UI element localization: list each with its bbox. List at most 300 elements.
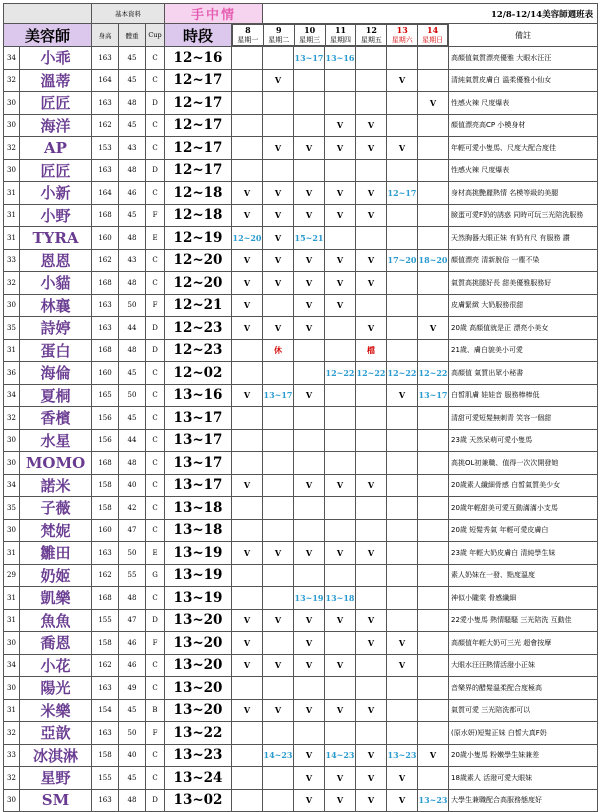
name-cell: AP bbox=[20, 137, 92, 160]
day-cell: V bbox=[387, 137, 418, 160]
day-cell bbox=[232, 429, 263, 452]
remarks-cell: 23歲 天然呆萌可愛小隻馬 bbox=[449, 429, 598, 452]
remarks-cell: 大學生兼職配合高服務態度好 bbox=[449, 789, 598, 812]
day-cell: V bbox=[294, 272, 325, 295]
table-row bbox=[4, 407, 598, 430]
day-cell bbox=[294, 497, 325, 520]
time-slot-cell: 12~20 bbox=[165, 272, 232, 295]
day-cell: V bbox=[232, 272, 263, 295]
day-cell bbox=[418, 339, 449, 362]
weight-cell: 55 bbox=[119, 564, 146, 587]
weight-cell: 46 bbox=[119, 654, 146, 677]
name-cell: 子薇 bbox=[20, 497, 92, 520]
day-cell bbox=[418, 609, 449, 632]
day-cell: 14~23 bbox=[263, 744, 294, 767]
day-cell bbox=[263, 632, 294, 655]
day-cell: V bbox=[356, 632, 387, 655]
age-cell: 30 bbox=[4, 677, 20, 700]
day-cell bbox=[232, 407, 263, 430]
height-cell: 164 bbox=[92, 182, 119, 205]
table-row bbox=[4, 317, 598, 340]
age-cell: 30 bbox=[4, 429, 20, 452]
day-cell bbox=[263, 294, 294, 317]
age-cell: 32 bbox=[4, 722, 20, 745]
cup-cell: D bbox=[146, 92, 165, 115]
header-weight: 體重 bbox=[119, 24, 146, 47]
remarks-cell: 身材高挑艷麗熱情 名模等級的美腿 bbox=[449, 182, 598, 205]
corner-blank bbox=[4, 4, 92, 24]
weight-cell: 47 bbox=[119, 519, 146, 542]
day-cell: V bbox=[325, 204, 356, 227]
day-cell bbox=[387, 114, 418, 137]
day-cell bbox=[418, 47, 449, 70]
day-cell: 13~18 bbox=[325, 587, 356, 610]
day-cell bbox=[418, 272, 449, 295]
day-cell bbox=[325, 632, 356, 655]
day-header-14 bbox=[417, 24, 448, 46]
name-cell: 喬恩 bbox=[20, 632, 92, 655]
remarks-cell: 顏值漂亮高CP 小模身材 bbox=[449, 114, 598, 137]
day-cell bbox=[263, 474, 294, 497]
cup-cell: C bbox=[146, 452, 165, 475]
table-row bbox=[4, 722, 598, 745]
height-cell: 158 bbox=[92, 744, 119, 767]
age-cell: 33 bbox=[4, 249, 20, 272]
day-cell bbox=[356, 497, 387, 520]
day-cell: V bbox=[325, 789, 356, 812]
day-cell: V bbox=[356, 767, 387, 790]
table-row bbox=[4, 227, 598, 250]
table-row bbox=[4, 114, 598, 137]
day-cell bbox=[263, 587, 294, 610]
weight-cell: 49 bbox=[119, 677, 146, 700]
day-cell: V bbox=[356, 182, 387, 205]
remarks-cell: 23歲 年輕大奶皮膚白 清純學生妹 bbox=[449, 542, 598, 565]
day-date: 8 bbox=[245, 25, 251, 35]
table-row bbox=[4, 384, 598, 407]
shop-title: 手中情 bbox=[165, 4, 263, 24]
name-cell: 星野 bbox=[20, 767, 92, 790]
weight-cell: 45 bbox=[119, 767, 146, 790]
remarks-cell: 20歲年輕甜美可愛互動滿滿小支馬 bbox=[449, 497, 598, 520]
day-date: 13 bbox=[396, 25, 408, 35]
age-cell: 30 bbox=[4, 452, 20, 475]
weight-cell: 48 bbox=[119, 272, 146, 295]
day-cell bbox=[356, 429, 387, 452]
time-slot-cell: 12~17 bbox=[165, 69, 232, 92]
day-cell bbox=[263, 789, 294, 812]
day-cell bbox=[418, 159, 449, 182]
remarks-cell: 21歲、膚白貌美小可愛 bbox=[449, 339, 598, 362]
header-cup: Cup bbox=[146, 24, 165, 47]
header-basic-info: 基本資料 bbox=[92, 4, 165, 24]
day-cell: V bbox=[356, 272, 387, 295]
time-slot-cell: 12~18 bbox=[165, 182, 232, 205]
day-cell bbox=[325, 339, 356, 362]
name-cell: 海洋 bbox=[20, 114, 92, 137]
time-slot-cell: 12~17 bbox=[165, 137, 232, 160]
weight-cell: 45 bbox=[119, 699, 146, 722]
day-cell: V bbox=[263, 182, 294, 205]
name-cell: 小新 bbox=[20, 182, 92, 205]
day-cell: 12~20 bbox=[232, 227, 263, 250]
day-cell: V bbox=[325, 182, 356, 205]
header-row-bottom bbox=[4, 24, 598, 47]
day-cell bbox=[356, 452, 387, 475]
day-cell bbox=[294, 564, 325, 587]
day-cell bbox=[418, 182, 449, 205]
height-cell: 165 bbox=[92, 384, 119, 407]
day-cell bbox=[387, 519, 418, 542]
time-slot-cell: 12~19 bbox=[165, 227, 232, 250]
day-cell: V bbox=[263, 609, 294, 632]
day-cell: V bbox=[325, 609, 356, 632]
day-cell bbox=[418, 632, 449, 655]
day-cell: 12~22 bbox=[418, 362, 449, 385]
day-cell: V bbox=[263, 654, 294, 677]
day-cell: 12~22 bbox=[387, 362, 418, 385]
age-cell: 34 bbox=[4, 384, 20, 407]
time-slot-cell: 13~22 bbox=[165, 722, 232, 745]
day-cell: V bbox=[294, 249, 325, 272]
cup-cell: C bbox=[146, 137, 165, 160]
day-cell: V bbox=[232, 317, 263, 340]
height-cell: 163 bbox=[92, 159, 119, 182]
day-cell bbox=[418, 114, 449, 137]
table-row bbox=[4, 272, 598, 295]
day-cell: V bbox=[294, 699, 325, 722]
day-cell bbox=[232, 722, 263, 745]
day-cell bbox=[294, 407, 325, 430]
height-cell: 168 bbox=[92, 272, 119, 295]
day-cell bbox=[325, 564, 356, 587]
remarks-cell: 高顏值氣質漂亮優雅 大眼水汪汪 bbox=[449, 47, 598, 70]
schedule-table bbox=[3, 3, 598, 812]
day-cell bbox=[418, 587, 449, 610]
day-cell bbox=[387, 204, 418, 227]
age-cell: 30 bbox=[4, 632, 20, 655]
day-cell bbox=[294, 69, 325, 92]
day-cell: V bbox=[294, 294, 325, 317]
cup-cell: C bbox=[146, 249, 165, 272]
cup-cell: C bbox=[146, 407, 165, 430]
day-cell: V bbox=[387, 69, 418, 92]
height-cell: 162 bbox=[92, 654, 119, 677]
remarks-cell: 高顏值年輕大奶可三光 超會按摩 bbox=[449, 632, 598, 655]
remarks-cell: 清甜可愛短髮無刺青 笑容一個甜 bbox=[449, 407, 598, 430]
table-row bbox=[4, 699, 598, 722]
remarks-cell: 清純氣質皮膚白 溫柔優雅小仙女 bbox=[449, 69, 598, 92]
day-cell bbox=[263, 47, 294, 70]
cup-cell: D bbox=[146, 789, 165, 812]
age-cell: 32 bbox=[4, 767, 20, 790]
weight-cell: 48 bbox=[119, 92, 146, 115]
day-date: 11 bbox=[334, 25, 347, 35]
weight-cell: 44 bbox=[119, 317, 146, 340]
day-cell bbox=[387, 159, 418, 182]
weight-cell: 50 bbox=[119, 722, 146, 745]
table-row bbox=[4, 632, 598, 655]
cup-cell: D bbox=[146, 609, 165, 632]
name-cell: TYRA bbox=[20, 227, 92, 250]
day-cell bbox=[325, 384, 356, 407]
cup-cell: C bbox=[146, 474, 165, 497]
day-cell bbox=[263, 92, 294, 115]
age-cell: 36 bbox=[4, 362, 20, 385]
cup-cell: C bbox=[146, 362, 165, 385]
weight-cell: 45 bbox=[119, 69, 146, 92]
day-cell bbox=[232, 744, 263, 767]
age-cell: 31 bbox=[4, 699, 20, 722]
day-cell: V bbox=[263, 249, 294, 272]
day-cell: V bbox=[356, 204, 387, 227]
header-remarks: 備註 bbox=[449, 24, 598, 47]
table-row bbox=[4, 204, 598, 227]
day-cell: V bbox=[356, 744, 387, 767]
day-cell: 14~23 bbox=[325, 744, 356, 767]
height-cell: 163 bbox=[92, 317, 119, 340]
day-cell: 13~17 bbox=[263, 384, 294, 407]
day-cell bbox=[418, 519, 449, 542]
weight-cell: 50 bbox=[119, 294, 146, 317]
cup-cell: C bbox=[146, 114, 165, 137]
day-cell bbox=[325, 722, 356, 745]
remarks-cell: 高顏值 氣質出眾小秘書 bbox=[449, 362, 598, 385]
day-cell: V bbox=[325, 654, 356, 677]
remarks-cell: 白皙肌膚 娃娃音 服務棒棒低 bbox=[449, 384, 598, 407]
day-cell bbox=[356, 159, 387, 182]
height-cell: 160 bbox=[92, 362, 119, 385]
day-cell: V bbox=[325, 542, 356, 565]
day-cell bbox=[294, 92, 325, 115]
day-cell: V bbox=[232, 699, 263, 722]
remarks-cell: 高挑OL初兼職、值得一次次開發她 bbox=[449, 452, 598, 475]
day-cell: V bbox=[294, 204, 325, 227]
day-cell: V bbox=[232, 204, 263, 227]
day-cell bbox=[294, 677, 325, 700]
header-days-container bbox=[232, 24, 449, 47]
table-row bbox=[4, 587, 598, 610]
day-cell: 15~21 bbox=[294, 227, 325, 250]
age-cell: 30 bbox=[4, 294, 20, 317]
table-row bbox=[4, 744, 598, 767]
day-cell: V bbox=[232, 182, 263, 205]
time-slot-cell: 13~17 bbox=[165, 429, 232, 452]
day-cell bbox=[232, 677, 263, 700]
day-cell bbox=[325, 159, 356, 182]
age-cell: 30 bbox=[4, 92, 20, 115]
time-slot-cell: 12~16 bbox=[165, 47, 232, 70]
day-cell: V bbox=[325, 767, 356, 790]
name-cell: 亞歆 bbox=[20, 722, 92, 745]
time-slot-cell: 13~23 bbox=[165, 744, 232, 767]
height-cell: 163 bbox=[92, 677, 119, 700]
height-cell: 160 bbox=[92, 519, 119, 542]
day-cell bbox=[356, 654, 387, 677]
weight-cell: 50 bbox=[119, 384, 146, 407]
height-cell: 163 bbox=[92, 542, 119, 565]
table-row bbox=[4, 654, 598, 677]
remarks-cell: 20歲 短髮秀氣 年輕可愛皮膚白 bbox=[449, 519, 598, 542]
name-cell: 詩婷 bbox=[20, 317, 92, 340]
day-cell: V bbox=[418, 92, 449, 115]
day-cell: V bbox=[325, 249, 356, 272]
height-cell: 160 bbox=[92, 227, 119, 250]
day-cell bbox=[232, 519, 263, 542]
day-date: 10 bbox=[304, 25, 316, 35]
name-cell: 梵妮 bbox=[20, 519, 92, 542]
age-cell: 32 bbox=[4, 272, 20, 295]
day-cell bbox=[418, 407, 449, 430]
name-cell: 蛋白 bbox=[20, 339, 92, 362]
cup-cell: C bbox=[146, 47, 165, 70]
day-cell bbox=[294, 452, 325, 475]
table-row bbox=[4, 362, 598, 385]
height-cell: 153 bbox=[92, 137, 119, 160]
day-cell: V bbox=[356, 789, 387, 812]
day-cell bbox=[418, 429, 449, 452]
age-cell: 31 bbox=[4, 227, 20, 250]
time-slot-cell: 12~17 bbox=[165, 114, 232, 137]
day-cell bbox=[263, 497, 294, 520]
remarks-cell: 20歲小隻馬 粉嫩學生妹兼差 bbox=[449, 744, 598, 767]
name-cell: 米樂 bbox=[20, 699, 92, 722]
cup-cell: E bbox=[146, 542, 165, 565]
height-cell: 168 bbox=[92, 204, 119, 227]
day-cell: 18~20 bbox=[418, 249, 449, 272]
time-slot-cell: 12~21 bbox=[165, 294, 232, 317]
day-cell: V bbox=[232, 654, 263, 677]
day-cell: V bbox=[325, 294, 356, 317]
height-cell: 162 bbox=[92, 249, 119, 272]
day-cell bbox=[263, 519, 294, 542]
table-row bbox=[4, 452, 598, 475]
age-cell: 35 bbox=[4, 317, 20, 340]
cup-cell: C bbox=[146, 744, 165, 767]
day-cell bbox=[263, 159, 294, 182]
time-slot-cell: 13~20 bbox=[165, 609, 232, 632]
day-cell bbox=[325, 677, 356, 700]
day-cell: 休 bbox=[263, 339, 294, 362]
time-slot-cell: 12~17 bbox=[165, 92, 232, 115]
cup-cell: D bbox=[146, 159, 165, 182]
day-cell: V bbox=[387, 632, 418, 655]
day-cell: V bbox=[418, 317, 449, 340]
day-cell: 12~22 bbox=[325, 362, 356, 385]
day-cell: V bbox=[263, 137, 294, 160]
name-cell: 冰淇淋 bbox=[20, 744, 92, 767]
day-cell bbox=[263, 564, 294, 587]
height-cell: 163 bbox=[92, 789, 119, 812]
day-cell: V bbox=[232, 542, 263, 565]
day-cell bbox=[325, 317, 356, 340]
age-cell: 31 bbox=[4, 587, 20, 610]
day-date: 9 bbox=[276, 25, 282, 35]
name-cell: MOMO bbox=[20, 452, 92, 475]
day-header-12 bbox=[355, 24, 386, 46]
day-cell: V bbox=[356, 137, 387, 160]
cup-cell: C bbox=[146, 182, 165, 205]
day-cell: V bbox=[294, 137, 325, 160]
age-cell: 32 bbox=[4, 137, 20, 160]
cup-cell: D bbox=[146, 339, 165, 362]
day-cell bbox=[294, 114, 325, 137]
cup-cell: C bbox=[146, 767, 165, 790]
day-cell: V bbox=[356, 699, 387, 722]
name-cell: 奶姬 bbox=[20, 564, 92, 587]
table-row bbox=[4, 339, 598, 362]
day-cell: V bbox=[294, 182, 325, 205]
table-row bbox=[4, 47, 598, 70]
day-cell bbox=[263, 407, 294, 430]
day-cell bbox=[387, 677, 418, 700]
schedule-period-title: 12/8-12/14美容師週班表 bbox=[263, 4, 598, 24]
header-name: 美容師 bbox=[4, 24, 92, 47]
day-cell bbox=[387, 272, 418, 295]
day-cell: V bbox=[294, 609, 325, 632]
table-row bbox=[4, 182, 598, 205]
remarks-cell: 皮膚緊緻 大奶服務很甜 bbox=[449, 294, 598, 317]
day-cell bbox=[387, 722, 418, 745]
cup-cell: C bbox=[146, 272, 165, 295]
day-cell: V bbox=[294, 632, 325, 655]
weight-cell: 43 bbox=[119, 137, 146, 160]
cup-cell: E bbox=[146, 227, 165, 250]
height-cell: 163 bbox=[92, 294, 119, 317]
day-cell: V bbox=[325, 474, 356, 497]
day-cell: V bbox=[356, 114, 387, 137]
cup-cell: F bbox=[146, 294, 165, 317]
header-time-slot: 時段 bbox=[165, 24, 232, 47]
weight-cell: 44 bbox=[119, 429, 146, 452]
day-cell: V bbox=[387, 789, 418, 812]
time-slot-cell: 13~20 bbox=[165, 632, 232, 655]
day-cell bbox=[418, 564, 449, 587]
day-cell bbox=[232, 587, 263, 610]
day-cell: 13~23 bbox=[418, 789, 449, 812]
day-cell bbox=[387, 452, 418, 475]
name-cell: 陽光 bbox=[20, 677, 92, 700]
day-cell bbox=[232, 564, 263, 587]
cup-cell: F bbox=[146, 204, 165, 227]
age-cell: 30 bbox=[4, 114, 20, 137]
remarks-cell: 18歲素人 活潑可愛大眼妹 bbox=[449, 767, 598, 790]
cup-cell: C bbox=[146, 677, 165, 700]
age-cell: 34 bbox=[4, 47, 20, 70]
time-slot-cell: 13~17 bbox=[165, 407, 232, 430]
day-cell bbox=[263, 114, 294, 137]
day-weekday: 星期二 bbox=[268, 36, 290, 44]
weight-cell: 46 bbox=[119, 632, 146, 655]
weight-cell: 48 bbox=[119, 789, 146, 812]
name-cell: 恩恩 bbox=[20, 249, 92, 272]
weight-cell: 47 bbox=[119, 609, 146, 632]
day-cell bbox=[418, 137, 449, 160]
table-row bbox=[4, 767, 598, 790]
day-cell bbox=[325, 69, 356, 92]
weight-cell: 48 bbox=[119, 452, 146, 475]
day-cell bbox=[418, 474, 449, 497]
time-slot-cell: 13~18 bbox=[165, 497, 232, 520]
table-row bbox=[4, 474, 598, 497]
day-cell bbox=[232, 497, 263, 520]
time-slot-cell: 13~19 bbox=[165, 542, 232, 565]
day-cell bbox=[387, 339, 418, 362]
day-cell bbox=[418, 767, 449, 790]
day-cell: 13~19 bbox=[294, 587, 325, 610]
remarks-cell: 大眼水汪汪熱情活潑小正妹 bbox=[449, 654, 598, 677]
day-cell: 12~22 bbox=[356, 362, 387, 385]
